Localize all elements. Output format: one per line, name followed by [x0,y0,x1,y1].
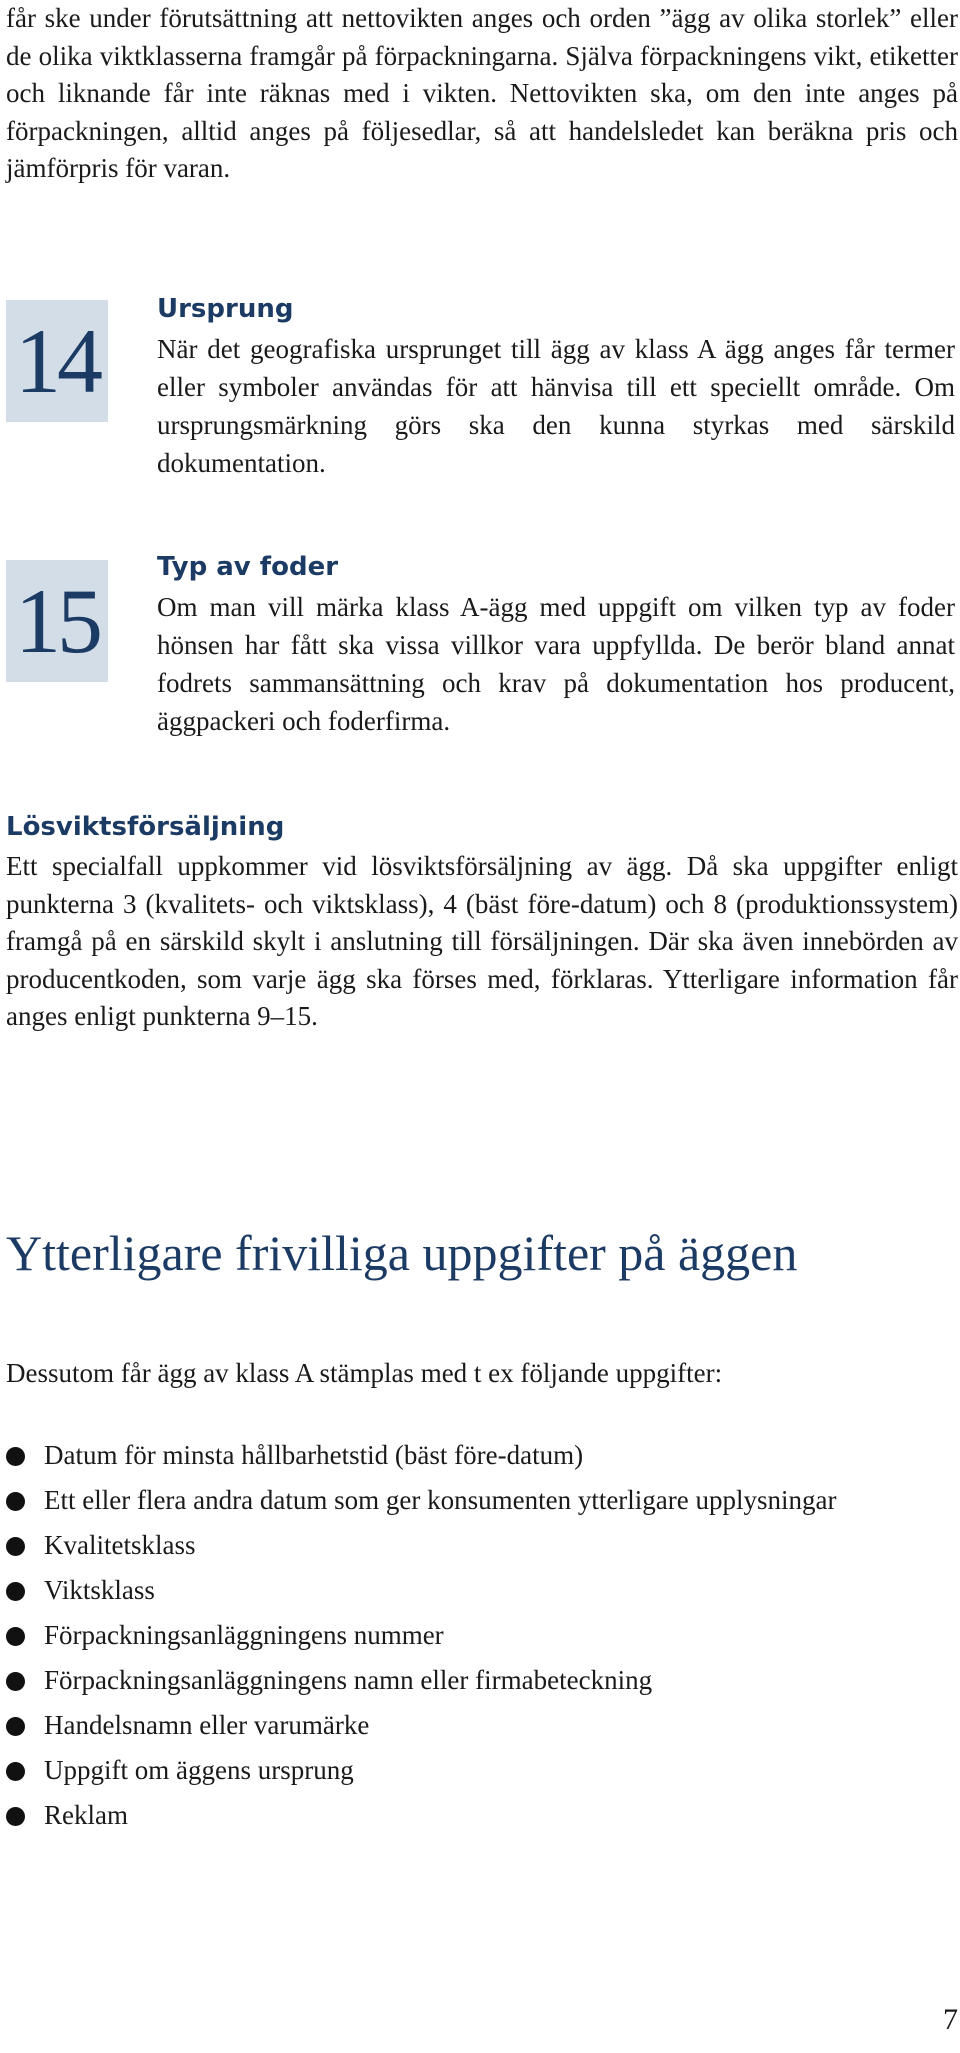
list-item [6,1793,958,1838]
bullet-icon [6,1447,25,1466]
list-item-text: Kvalitetsklass [44,1530,196,1560]
bullet-icon [6,1492,25,1511]
section-number-badge: 15 [6,560,108,682]
list-item-text: Förpackningsanläggningens nummer [44,1620,444,1650]
bullet-icon [6,1537,25,1556]
list-item [6,1523,958,1568]
list-item-text: Ett eller flera andra datum som ger konsumenten ytterligare upplysningar [44,1485,837,1515]
bullet-icon [6,1762,25,1781]
list-item [6,1568,958,1613]
voluntary-info-lead: Dessutom får ägg av klass A stämplas med t ex följande uppgifter: [6,1358,723,1388]
list-item [6,1658,958,1703]
list-item [6,1478,958,1523]
list-item-text: Viktsklass [44,1575,155,1605]
list-item [6,1613,958,1658]
list-item-text: Handelsnamn eller varumärke [44,1710,370,1740]
voluntary-info-list [6,1433,958,1838]
intro-paragraph: får ske under förutsättning att nettovikten anges och orden ”ägg av olika storlek” eller de olika viktklasserna framgår på förpackningarna. Själva förpackningens vikt, etiketter och liknande får inte räknas med i vikten. Nettovikten ska, om den inte anges på förpackningen, alltid anges på följesedlar, så att handelsledet kan beräkna pris och jämförpris för varan. [6,3,958,183]
section-body-bulk-sale: Ett specialfall uppkommer vid lösviktsförsäljning av ägg. Då ska uppgifter enligt punkterna 3 (kvalitets- och viktsklass), 4 (bäst före-datum) och 8 (produktionssystem) framgå på en särskild skylt i anslutning till försäljningen. Där ska även innebörden av producentkoden, som varje ägg ska förses med, förklaras. Ytterligare information får anges enligt punkterna 9–15. [6,851,958,1031]
section-body-origin: När det geografiska ursprunget till ägg av klass A ägg anges får termer eller symboler användas för att hänvisa till ett speciellt område. Om ursprungsmärkning görs ska den kunna styrkas med särskild dokumentation. [157,334,955,478]
list-item-text: Förpackningsanläggningens namn eller firmabeteckning [44,1665,653,1695]
voluntary-info-title: Ytterligare frivilliga uppgifter på äggen [6,1225,798,1281]
section-number-badge: 14 [6,300,108,422]
list-item [6,1703,958,1748]
section-heading-feed: Typ av foder [157,552,339,582]
bullet-icon [6,1672,25,1691]
list-item-text: Reklam [44,1800,128,1830]
list-item [6,1433,958,1478]
bullet-icon [6,1717,25,1736]
page-number: 7 [943,2003,958,2036]
section-heading-origin: Ursprung [157,294,294,324]
list-item [6,1748,958,1793]
bullet-icon [6,1582,25,1601]
section-body-feed: Om man vill märka klass A-ägg med uppgift om vilken typ av foder hönsen har fått ska vissa villkor vara uppfyllda. De berör bland annat fodrets sammansättning och krav på dokumentation hos producent, äggpackeri och foderfirma. [157,592,955,736]
section-heading-bulk-sale: Lösviktsförsäljning [6,812,285,842]
bullet-icon [6,1807,25,1826]
list-item-text: Uppgift om äggens ursprung [44,1755,354,1785]
list-item-text: Datum för minsta hållbarhetstid (bäst före-datum) [44,1440,584,1470]
bullet-icon [6,1627,25,1646]
